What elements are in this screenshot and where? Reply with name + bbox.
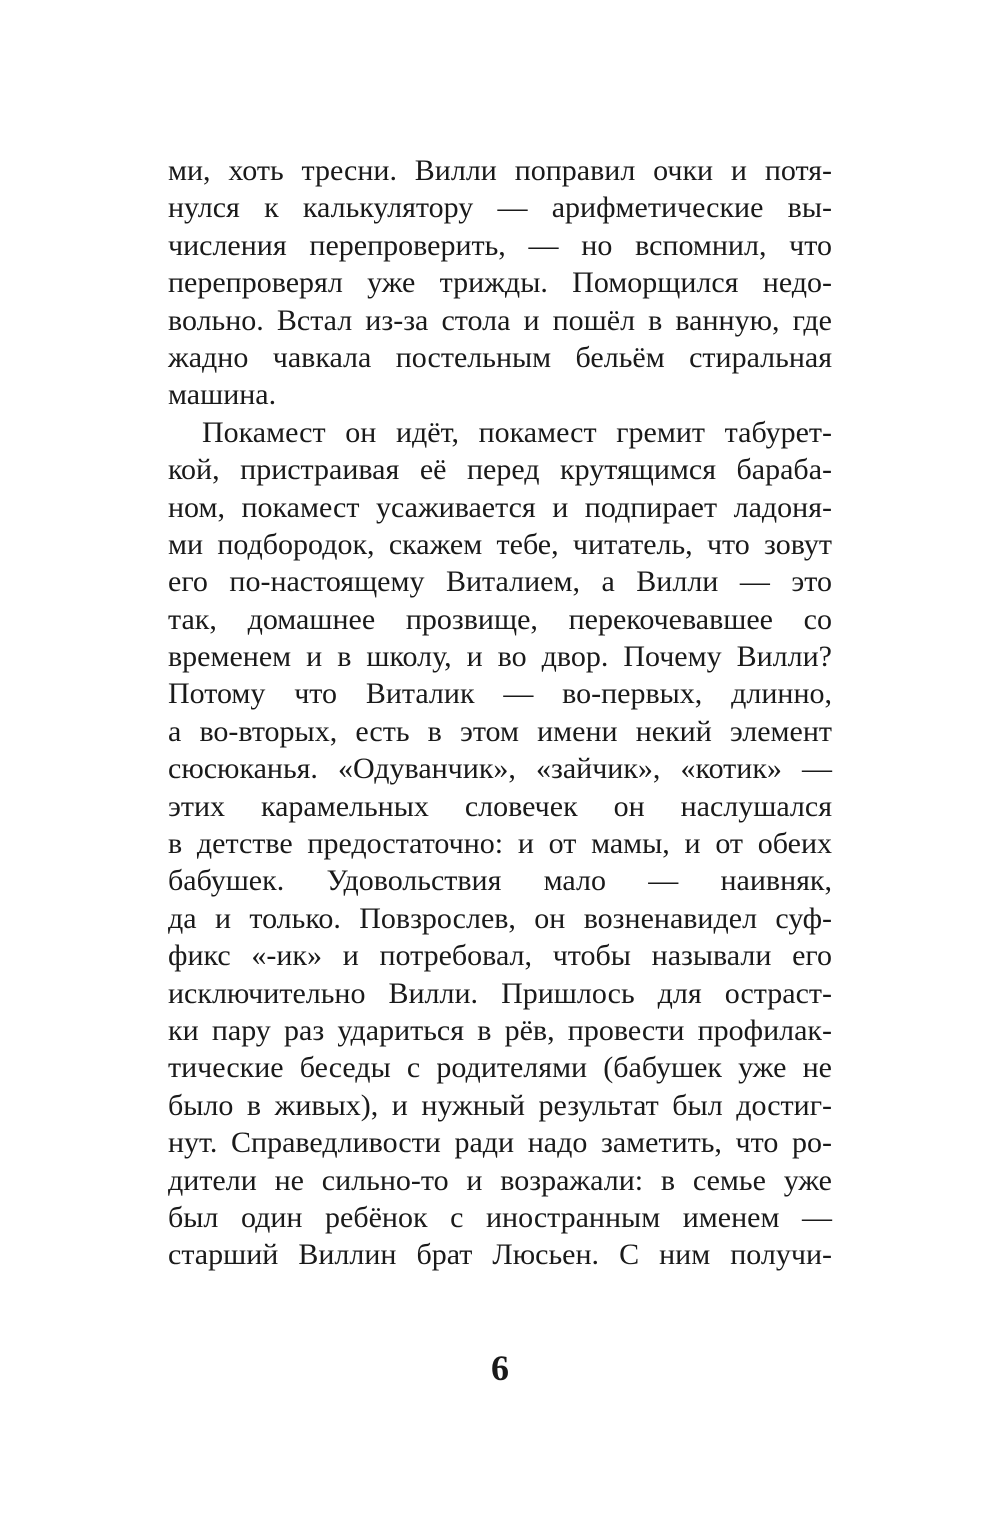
text-line: ми, хоть тресни. Вилли поправил очки и потя- <box>168 154 832 187</box>
text-line: его по-настоящему Виталием, а Вилли — это <box>168 565 832 599</box>
text-line: старший Виллин брат Люсьен. С ним получи- <box>168 1238 832 1272</box>
text-line: сюсюканья. «Одуванчик», «зайчик», «котик» — <box>168 752 832 786</box>
text-line: этих карамельных словечек он наслушался <box>168 789 832 823</box>
text-line: Покамест он идёт, покамест гремит табурет- <box>202 415 832 449</box>
text-line: нулся к калькулятору — арифметические вы- <box>168 191 832 225</box>
text-line: а во-вторых, есть в этом имени некий элемент <box>168 714 832 748</box>
paragraph-2 <box>168 414 832 1274</box>
text-line: Потому что Виталик — во-первых, длинно, <box>168 677 832 711</box>
text-line: вольно. Встал из-за стола и пошёл в ванную, где <box>168 303 832 337</box>
text-line: машина. <box>168 378 277 412</box>
text-line: да и только. Повзрослев, он возненавидел суф- <box>168 901 832 935</box>
text-line: было в живых), и нужный результат был достиг- <box>168 1088 832 1122</box>
text-line: в детстве предостаточно: и от мамы, и от обеих <box>168 827 832 861</box>
text-line: ки пару раз удариться в рёв, провести профилак- <box>168 1013 832 1047</box>
paragraph-1 <box>168 152 832 414</box>
text-line: так, домашнее прозвище, перекочевавшее со <box>168 602 832 636</box>
text-line: числения перепроверить, — но вспомнил, что <box>168 228 832 262</box>
text-line: ми подбородок, скажем тебе, читатель, что зовут <box>168 527 832 561</box>
text-line: ном, покамест усаживается и подпирает ладоня- <box>168 490 832 524</box>
body-text <box>168 152 832 1274</box>
text-line: тические беседы с родителями (бабушек уже не <box>168 1051 832 1085</box>
text-line: перепроверял уже трижды. Поморщился недо- <box>168 266 832 300</box>
text-line: бабушек. Удовольствия мало — наивняк, <box>168 864 832 898</box>
text-line: дители не сильно-то и возражали: в семье уже <box>168 1163 832 1197</box>
text-line: был один ребёнок с иностранным именем — <box>168 1200 832 1234</box>
text-line: нут. Справедливости ради надо заметить, что ро- <box>168 1126 832 1160</box>
text-line: жадно чавкала постельным бельём стиральная <box>168 340 832 374</box>
text-line: фикс «-ик» и потребовал, чтобы называли его <box>168 939 832 973</box>
page-number: 6 <box>491 1348 509 1388</box>
text-line: временем и в школу, и во двор. Почему Вилли? <box>168 640 832 674</box>
text-line: исключительно Вилли. Пришлось для остраст- <box>168 976 832 1010</box>
text-line: кой, пристраивая её перед крутящимся бараба- <box>168 453 832 487</box>
